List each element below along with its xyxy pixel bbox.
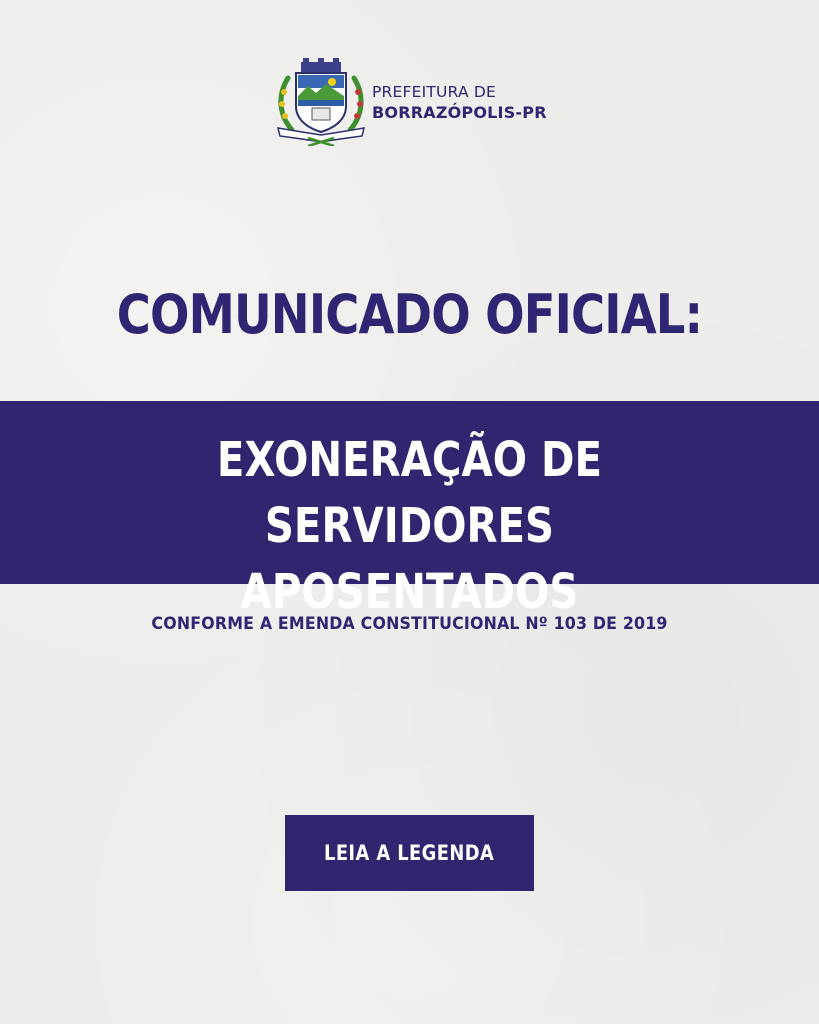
headline-banner	[0, 401, 819, 620]
organization-name-line1: PREFEITURA DE	[372, 83, 497, 101]
read-caption-label: LEIA A LEGENDA	[324, 841, 495, 865]
organization-name	[372, 82, 547, 124]
headline-text	[66, 427, 754, 625]
municipal-coat-of-arms-icon	[274, 58, 368, 146]
read-caption-button[interactable]	[285, 815, 534, 891]
headline-line2: APOSENTADOS	[240, 564, 579, 620]
page-title: COMUNICADO OFICIAL:	[116, 283, 703, 346]
subtitle: CONFORME A EMENDA CONSTITUCIONAL Nº 103 DE 2019	[151, 614, 668, 634]
header	[274, 58, 564, 148]
headline-line1: EXONERAÇÃO DE SERVIDORES	[216, 432, 603, 554]
organization-name-line2: BORRAZÓPOLIS-PR	[372, 103, 547, 122]
